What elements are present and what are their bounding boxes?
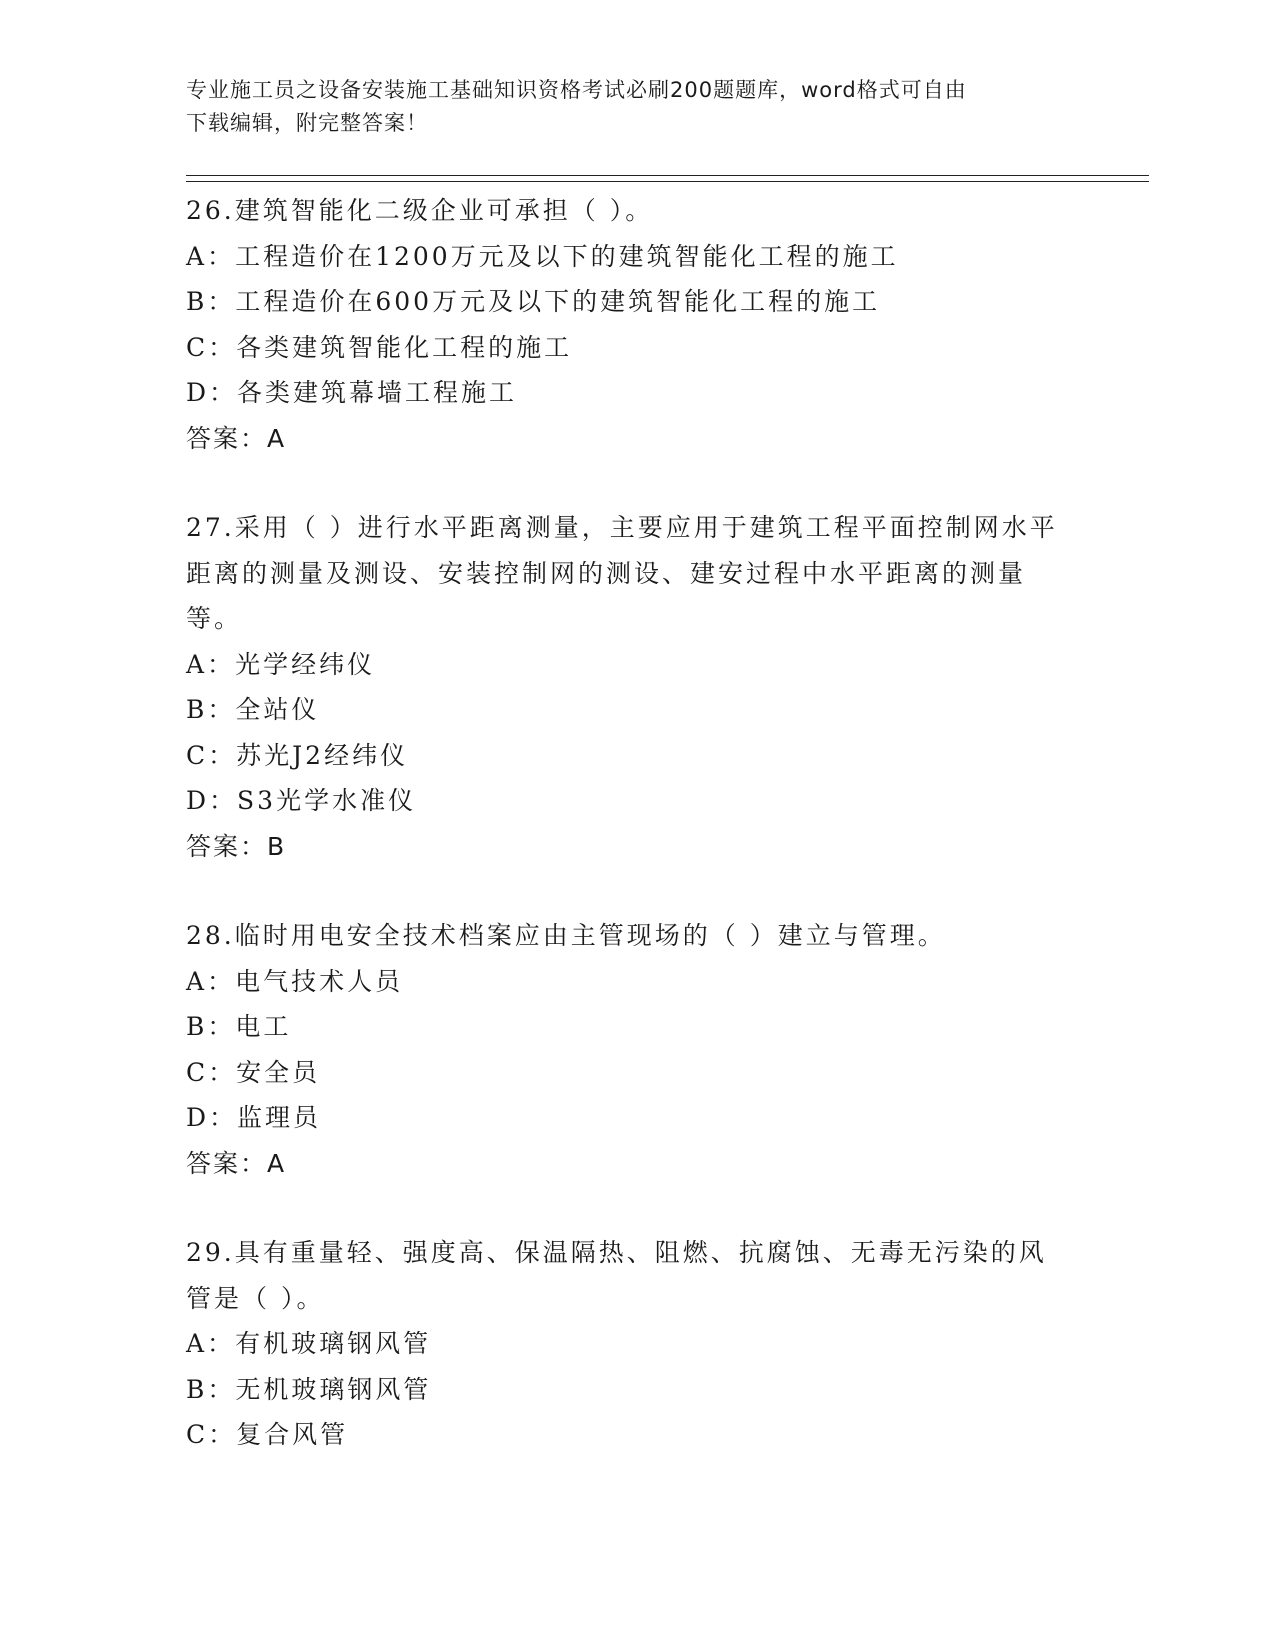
option-key: D： bbox=[186, 786, 238, 815]
option-text: 工程造价在600万元及以下的建筑智能化工程的施工 bbox=[235, 287, 881, 316]
option-key: C： bbox=[186, 1420, 237, 1449]
document-header bbox=[186, 74, 1066, 140]
answer-option bbox=[186, 733, 1076, 779]
answer-option bbox=[186, 1321, 1076, 1367]
answer-option bbox=[186, 234, 1076, 280]
answer-option bbox=[186, 778, 1076, 824]
answer-option bbox=[186, 1367, 1076, 1413]
option-text: 电气技术人员 bbox=[235, 966, 404, 996]
question-list bbox=[186, 188, 1076, 1502]
option-key: B： bbox=[186, 1374, 236, 1404]
option-text: 全站仪 bbox=[235, 695, 320, 724]
option-key: A： bbox=[186, 241, 236, 271]
question-stem: 26.建筑智能化二级企业可承担（ ）。 bbox=[186, 196, 654, 225]
answer-option bbox=[186, 370, 1076, 416]
answer-option bbox=[186, 1050, 1076, 1096]
answer-option bbox=[186, 642, 1076, 688]
option-key: D： bbox=[186, 378, 238, 407]
option-text: 各类建筑智能化工程的施工 bbox=[236, 332, 573, 362]
answer-option bbox=[186, 959, 1076, 1005]
option-key: A： bbox=[186, 966, 236, 996]
option-text: 光学经纬仪 bbox=[235, 649, 376, 679]
answer-option bbox=[186, 1095, 1076, 1141]
answer-option bbox=[186, 687, 1076, 733]
answer-key: 答案：B bbox=[186, 831, 287, 861]
option-text: 复合风管 bbox=[236, 1420, 349, 1449]
question-block bbox=[186, 1230, 1076, 1458]
header-line-1: 专业施工员之设备安装施工基础知识资格考试必刷200题题库，word格式可自由 bbox=[186, 78, 967, 102]
header-line-2: 下载编辑，附完整答案！ bbox=[186, 111, 428, 135]
option-key: D： bbox=[186, 1103, 238, 1132]
question-block bbox=[186, 188, 1076, 461]
option-text: 监理员 bbox=[237, 1103, 322, 1132]
answer-option bbox=[186, 1004, 1076, 1050]
option-text: 苏光J2经纬仪 bbox=[236, 740, 409, 770]
question-stem: 27.采用（ ）进行水平距离测量，主要应用于建筑工程平面控制网水平距离的测量及测设、安装控制网的测设、建安过程中水平距离的测量等。 bbox=[186, 513, 1058, 633]
answer-option bbox=[186, 1412, 1076, 1458]
header-divider-top bbox=[186, 175, 1149, 176]
option-key: C： bbox=[186, 740, 237, 770]
question-stem: 28.临时用电安全技术档案应由主管现场的（ ）建立与管理。 bbox=[186, 921, 946, 950]
question-block bbox=[186, 913, 1076, 1186]
option-key: A： bbox=[186, 1329, 236, 1358]
option-text: S3光学水准仪 bbox=[237, 786, 417, 815]
option-key: C： bbox=[186, 332, 237, 362]
answer-key: 答案：A bbox=[186, 1148, 287, 1178]
option-key: B： bbox=[186, 287, 236, 316]
option-key: B： bbox=[186, 1012, 236, 1041]
option-text: 有机玻璃钢风管 bbox=[235, 1329, 432, 1358]
option-key: C： bbox=[186, 1057, 237, 1087]
answer-key: 答案：A bbox=[186, 423, 287, 453]
option-key: B： bbox=[186, 695, 236, 724]
option-text: 工程造价在1200万元及以下的建筑智能化工程的施工 bbox=[235, 241, 899, 271]
header-divider-bottom bbox=[186, 181, 1149, 182]
option-text: 电工 bbox=[235, 1012, 292, 1041]
option-text: 无机玻璃钢风管 bbox=[235, 1374, 432, 1404]
option-key: A： bbox=[186, 649, 236, 679]
option-text: 安全员 bbox=[236, 1057, 321, 1087]
answer-option bbox=[186, 325, 1076, 371]
answer-option bbox=[186, 279, 1076, 325]
question-block bbox=[186, 505, 1076, 869]
question-stem: 29.具有重量轻、强度高、保温隔热、阻燃、抗腐蚀、无毒无污染的风管是（ ）。 bbox=[186, 1238, 1047, 1313]
option-text: 各类建筑幕墙工程施工 bbox=[237, 378, 518, 407]
